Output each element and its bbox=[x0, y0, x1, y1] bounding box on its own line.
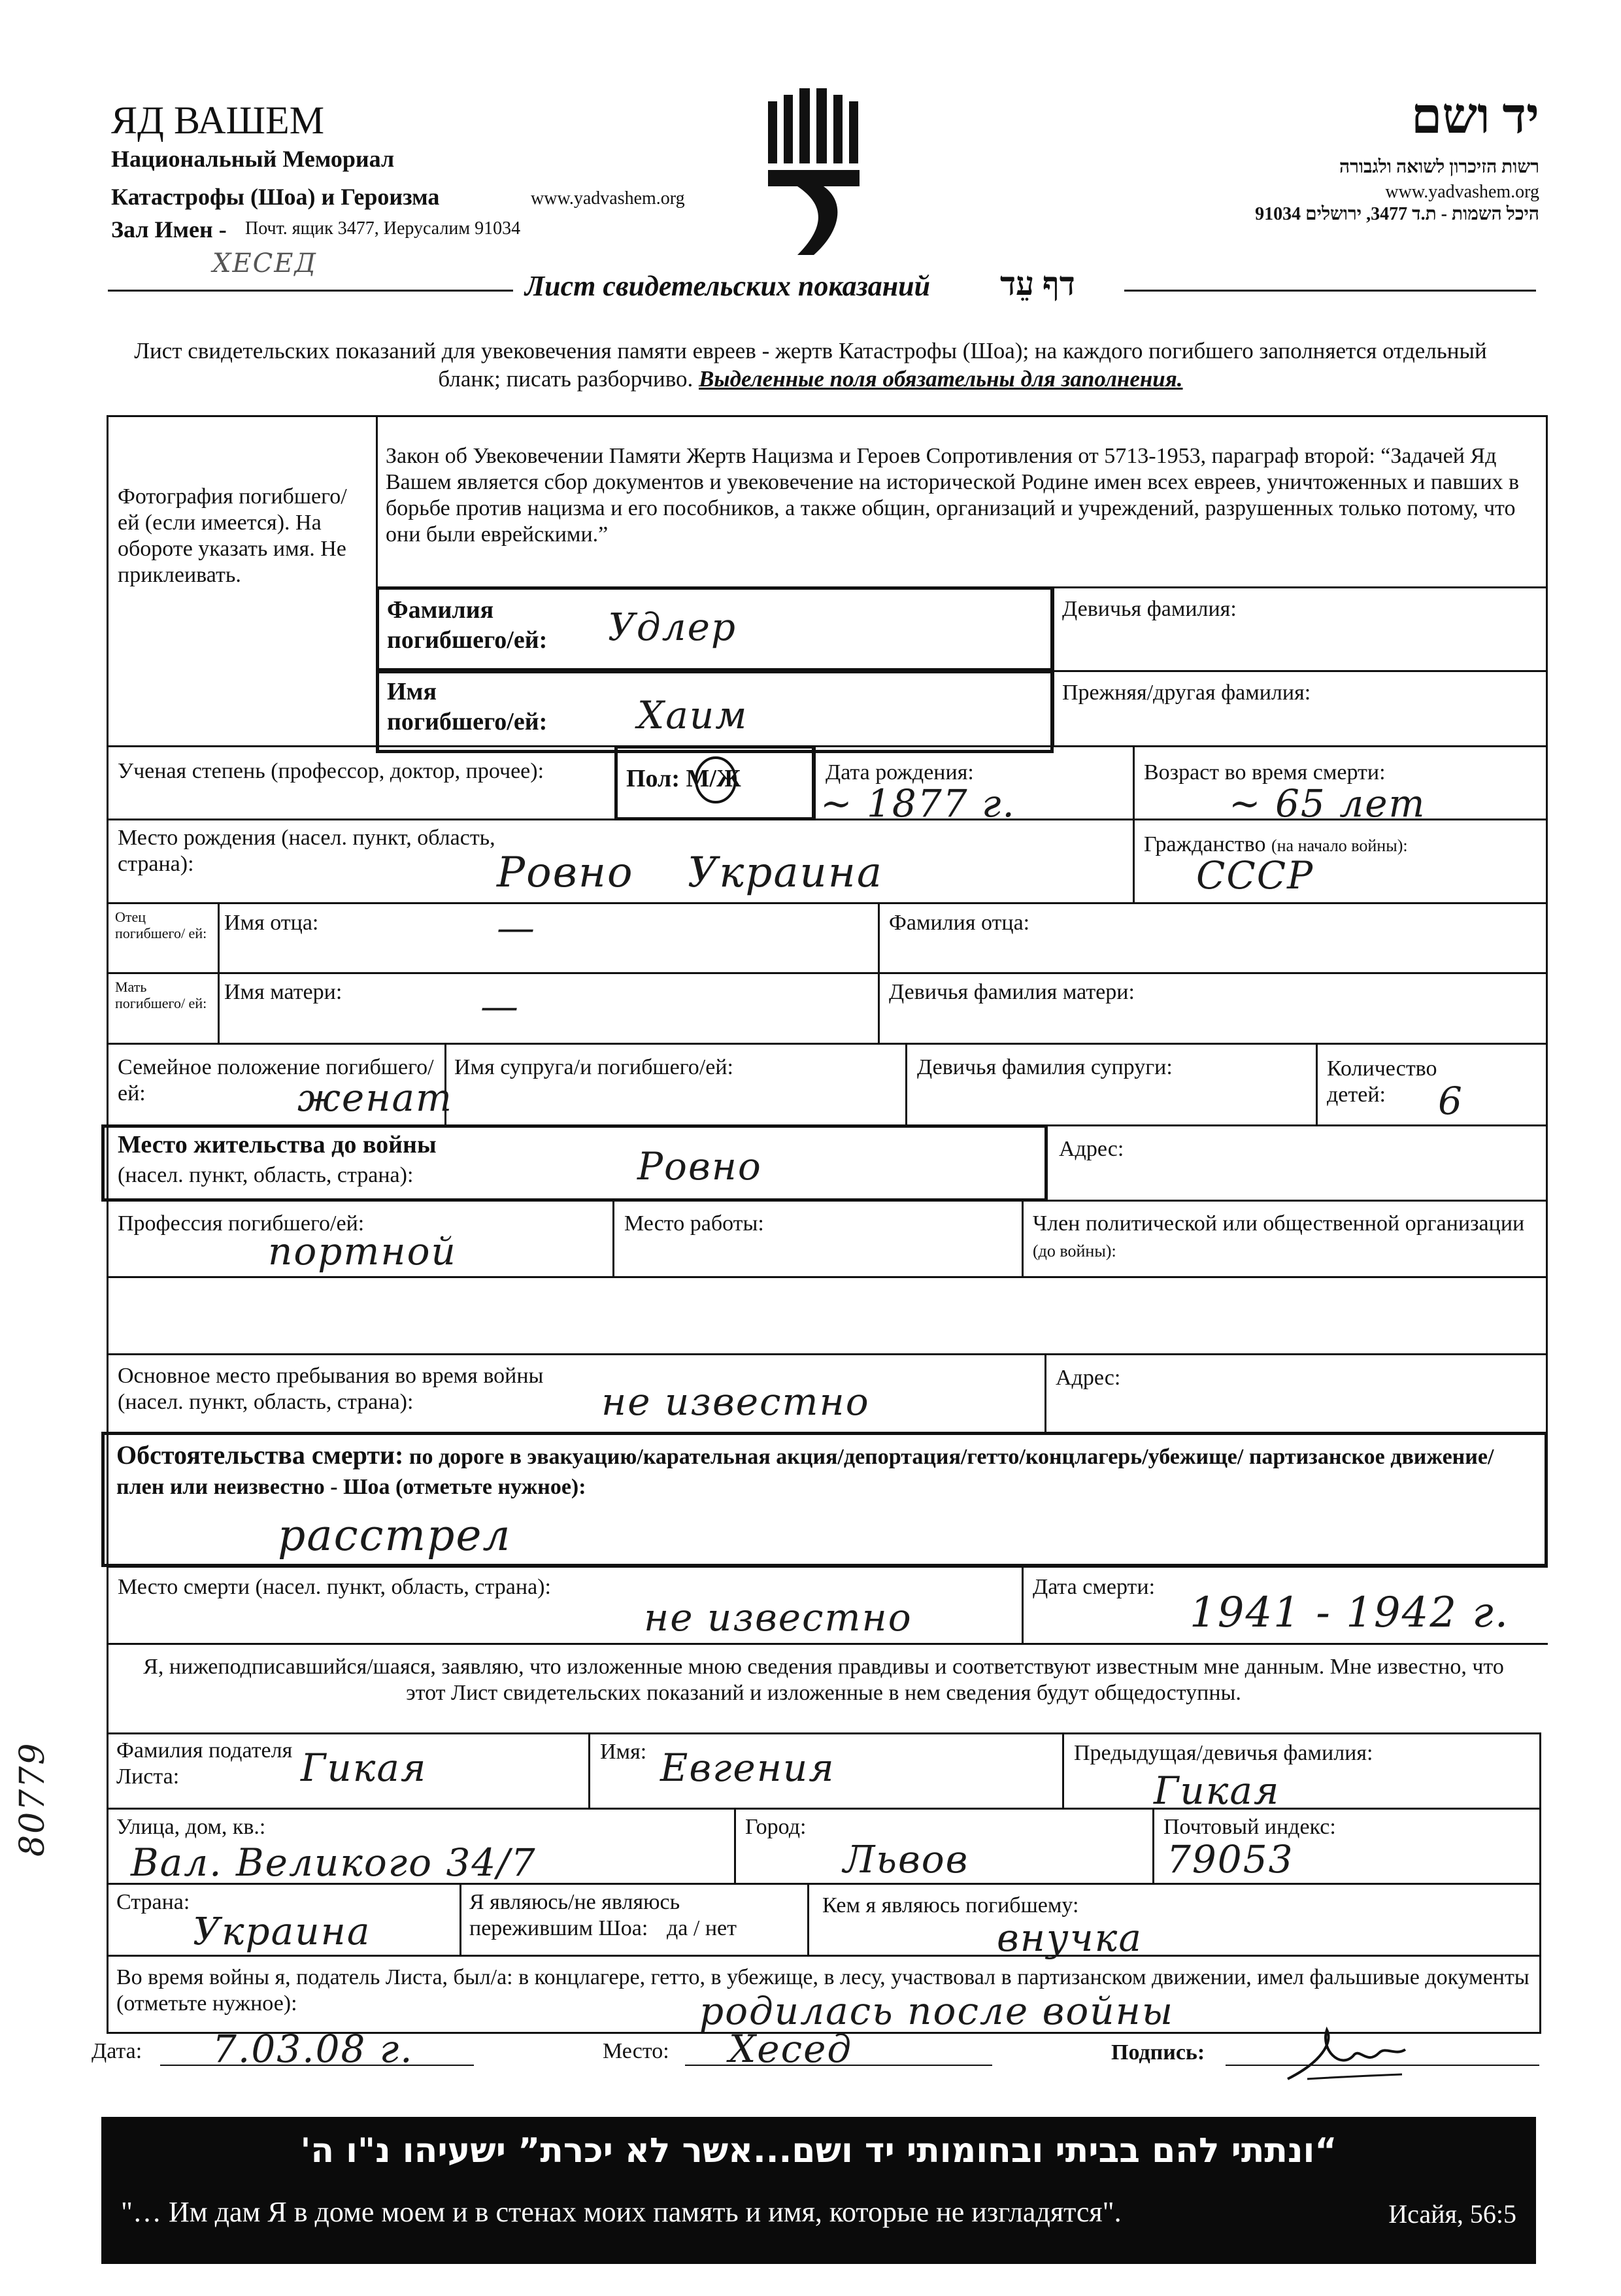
website-link-ru[interactable]: www.yadvashem.org bbox=[531, 188, 685, 209]
citizenship-value[interactable]: СССР bbox=[1196, 853, 1314, 898]
relation-label: Кем я являюсь погибшему: bbox=[822, 1893, 1079, 1917]
submitter-name-value[interactable]: Евгения bbox=[660, 1746, 835, 1790]
country-value[interactable]: Украина bbox=[193, 1909, 371, 1953]
wartime-place-label: Основное место пребывания во время войны (насел. пункт, область, страна): bbox=[118, 1364, 544, 1414]
firstname-label: Имя погибшего/ей: bbox=[387, 678, 548, 735]
profession-value[interactable]: портной bbox=[268, 1229, 457, 1274]
gender-label[interactable]: Пол: М/Ж bbox=[626, 765, 741, 792]
maiden-name-label: Девичья фамилия: bbox=[1062, 597, 1237, 621]
birth-place-label: Место рождения (насел. пункт, область, страна): bbox=[118, 826, 495, 876]
birth-date-label: Дата рождения: bbox=[826, 760, 974, 785]
intro-main: Лист свидетельских показаний для увековечения памяти евреев - жертв Катастрофы (Шоа); на каждого погибшего заполняется отдельный бланк; писать разборчиво. bbox=[134, 338, 1487, 392]
death-circ-text bbox=[116, 1440, 1535, 1502]
website-link-he[interactable]: www.yadvashem.org bbox=[1385, 182, 1539, 202]
submitter-prev-value[interactable]: Гикая bbox=[1154, 1768, 1280, 1813]
submitter-prev-label: Предыдущая/девичья фамилия: bbox=[1074, 1741, 1373, 1765]
surname-label: Фамилия погибшего/ей: bbox=[387, 596, 548, 654]
age-label: Возраст во время смерти: bbox=[1144, 760, 1386, 785]
firstname-value[interactable]: Хаим bbox=[637, 693, 748, 737]
war-status-label: Во время войны я, податель Листа, был/а: в концлагере, гетто, в убежище, в лесу, участвовал в партизанском движении, имел фальшивые документы (отметьте нужное): bbox=[116, 1965, 1529, 2016]
submitter-name-label: Имя: bbox=[600, 1740, 647, 1764]
photo-label: Фотография погибшего/ей (если имеется). На обороте указать имя. Не приклеивать. bbox=[118, 484, 347, 587]
form-title: Лист свидетельских показаний bbox=[525, 270, 931, 302]
mother-side-label: Мать погибшего/ ей: bbox=[115, 979, 207, 1011]
children-label: Количество детей: bbox=[1327, 1056, 1437, 1107]
zip-value[interactable]: 79053 bbox=[1167, 1837, 1294, 1882]
zip-label: Почтовый индекс: bbox=[1163, 1815, 1336, 1839]
marital-value[interactable]: женат bbox=[297, 1075, 454, 1120]
org-subtitle-2: Катастрофы (Шоа) и Героизма bbox=[111, 184, 440, 210]
signature-label: Подпись: bbox=[1111, 2040, 1205, 2065]
intro-text bbox=[124, 337, 1497, 393]
place-value[interactable]: Хесед bbox=[729, 2027, 853, 2071]
residence-note: (насел. пункт, область, страна): bbox=[118, 1163, 414, 1187]
children-value[interactable]: 6 bbox=[1438, 1079, 1463, 1123]
member-note: (до войны): bbox=[1033, 1241, 1116, 1260]
marital-label: Семейное положение погибшего/ей: bbox=[118, 1055, 434, 1106]
mother-maiden-label: Девичья фамилия матери: bbox=[889, 980, 1135, 1004]
member-label bbox=[1033, 1211, 1536, 1264]
address-ru: Почт. ящик 3477, Иерусалим 91034 bbox=[245, 218, 521, 239]
age-value[interactable]: ~ 65 лет bbox=[1229, 781, 1426, 826]
death-place-label: Место смерти (насел. пункт, область, страна): bbox=[118, 1575, 551, 1599]
mother-name-label: Имя матери: bbox=[224, 980, 343, 1004]
form-title-he: דף עֵד bbox=[1000, 265, 1075, 302]
citizenship-note: (на начало войны): bbox=[1271, 836, 1408, 855]
country-label: Страна: bbox=[116, 1890, 190, 1914]
footer-russian: "… Им дам Я в доме моем и в стенах моих память и имя, которые не изгладятся". bbox=[121, 2196, 1122, 2228]
war-status-value[interactable]: родилась после войны bbox=[699, 1989, 1175, 2033]
city-value[interactable]: Львов bbox=[843, 1837, 969, 1882]
death-date-label: Дата смерти: bbox=[1033, 1575, 1156, 1599]
city-label: Город: bbox=[745, 1815, 807, 1839]
birth-place-value[interactable]: Ровно Украина bbox=[497, 849, 883, 897]
date-label: Дата: bbox=[92, 2039, 142, 2063]
surname-value[interactable]: Удлер bbox=[608, 605, 737, 649]
footer-hebrew: “ונתתי להם בביתי ובחומותי יד ושם...אשר לא יכרת” ישעיהו נ"ו ה' bbox=[300, 2131, 1337, 2170]
death-place-value[interactable]: не известно bbox=[644, 1595, 912, 1640]
gender-circle-mark bbox=[693, 754, 739, 806]
footer-reference: Исайя, 56:5 bbox=[1388, 2199, 1516, 2229]
death-date-value[interactable]: 1941 - 1942 г. bbox=[1190, 1589, 1510, 1637]
mother-name-value[interactable]: — bbox=[480, 984, 520, 1028]
spouse-name-label: Имя супруга/и погибшего/ей: bbox=[454, 1055, 733, 1079]
submitter-surname-label: Фамилия подателя Листа: bbox=[116, 1738, 293, 1789]
degree-label: Ученая степень (профессор, доктор, прочее): bbox=[118, 759, 544, 783]
submitter-surname-value[interactable]: Гикая bbox=[301, 1746, 427, 1790]
profession-label: Профессия погибшего/ей: bbox=[118, 1211, 365, 1236]
stamp-handwritten: ХЕСЕД bbox=[212, 248, 317, 279]
address-he: היכל השמות - ת.ד 3477, ירושלים 91034 bbox=[1255, 204, 1539, 224]
residence-address-label: Адрес: bbox=[1059, 1137, 1124, 1161]
signature-mark[interactable] bbox=[1281, 2017, 1412, 2095]
residence-label: Место жительства до войны bbox=[118, 1131, 437, 1158]
law-text: Закон об Увековечении Памяти Жертв Нацизма и Героев Сопротивления от 5713-1953, параграф второй: “Задачей Яд Вашем является сбор документов и увековечение на исторической Родине имен всех евреев, уничтоженных и павших в борьбе против нацизма и его пособников, а также общин, организаций и учреждений, разрушенных только потому, что они были еврейскими.” bbox=[386, 444, 1520, 547]
citizenship-label-text: Гражданство bbox=[1144, 832, 1266, 856]
prev-name-label: Прежняя/другая фамилия: bbox=[1062, 681, 1311, 705]
spouse-maiden-label: Девичья фамилия супруги: bbox=[917, 1055, 1173, 1079]
hall-label: Зал Имен - bbox=[111, 216, 227, 243]
father-surname-label: Фамилия отца: bbox=[889, 911, 1030, 935]
org-name-ru: ЯД ВАШЕМ bbox=[111, 99, 325, 142]
father-name-value[interactable]: — bbox=[497, 905, 536, 950]
member-label-text: Член политической или общественной организации bbox=[1033, 1211, 1525, 1236]
survivor-label: Я являюсь/не являюсь пережившим Шоа: bbox=[469, 1890, 680, 1940]
father-name-label: Имя отца: bbox=[224, 911, 319, 935]
place-label: Место: bbox=[603, 2039, 669, 2063]
workplace-label: Место работы: bbox=[624, 1211, 764, 1236]
wartime-place-value[interactable]: не известно bbox=[601, 1379, 870, 1424]
yad-vashem-logo-icon bbox=[761, 88, 879, 258]
org-name-he: יד ושם bbox=[1411, 89, 1539, 144]
margin-number: 80779 bbox=[13, 1742, 52, 1857]
residence-value[interactable]: Ровно bbox=[637, 1144, 762, 1189]
relation-value[interactable]: внучка bbox=[997, 1916, 1143, 1960]
death-circ-value[interactable]: расстрел bbox=[278, 1510, 512, 1561]
survivor-options[interactable]: да / нет bbox=[667, 1916, 737, 1940]
org-subtitle-1: Национальный Мемориал bbox=[111, 146, 395, 172]
father-side-label: Отец погибшего/ ей: bbox=[115, 909, 207, 941]
death-circ-options: по дороге в эвакуацию/карательная акция/депортация/гетто/концлагерь/убежище/ партизанское движение/плен или неизвестно - Шоа (отметьте нужное): bbox=[116, 1445, 1494, 1499]
death-circ-label: Обстоятельства смерти: bbox=[116, 1440, 404, 1470]
declaration-text: Я, нижеподписавшийся/шаяся, заявляю, что изложенные мною сведения правдивы и соответствуют известным мне данным. Мне известно, что этот Лист свидетельских показаний и изложенные в нем сведения будут общедоступны. bbox=[143, 1655, 1504, 1705]
intro-emphasis: Выделенные поля обязательны для заполнения. bbox=[699, 366, 1183, 392]
date-value[interactable]: 7.03.08 г. bbox=[212, 2027, 414, 2071]
street-value[interactable]: Вал. Великого 34/7 bbox=[131, 1840, 537, 1885]
wartime-address-label: Адрес: bbox=[1056, 1366, 1121, 1390]
street-label: Улица, дом, кв.: bbox=[116, 1815, 266, 1839]
org-subtitle-he: רשות הזיכרון לשואה ולגבורה bbox=[1339, 157, 1539, 177]
birth-date-value[interactable]: ~ 1877 г. bbox=[820, 781, 1016, 826]
footer-banner bbox=[101, 2117, 1536, 2264]
